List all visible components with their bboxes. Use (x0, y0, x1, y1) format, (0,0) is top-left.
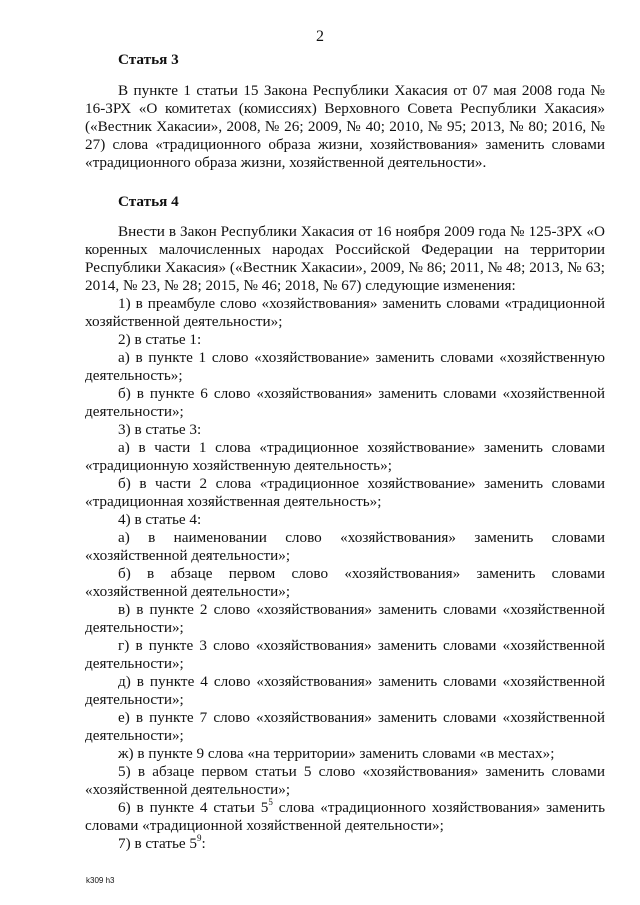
list-item: 3) в статье 3: (118, 421, 202, 438)
list-item: а) в наименовании слово «хозяйствования» заменить словами «хозяйственной деятельности»; (85, 529, 605, 564)
item-7-superscript: 9 (197, 833, 202, 843)
list-item: в) в пункте 2 слово «хозяйствования» заменить словами «хозяйственной деятельности»; (85, 601, 605, 636)
item-6-prefix: 6) в пункте 4 статьи 5 (118, 799, 269, 816)
list-item: б) в пункте 6 слово «хозяйствования» заменить словами «хозяйственной деятельности»; (85, 385, 605, 420)
article-4-intro: Внести в Закон Республики Хакасия от 16 ноября 2009 года № 125-ЗРХ «О коренных малочисленных народах Российской Федерации на территории Республики Хакасия» («Вестник Хакасии», 2009, № 86; 2011, № 48; 2013, № 63; 2014, № 23, № 28; 2015, № 46; 2018, № 67) следующие изменения: (85, 223, 605, 294)
list-item: ж) в пункте 9 слова «на территории» заменить словами «в местах»; (118, 745, 555, 762)
list-item: 1) в преамбуле слово «хозяйствования» заменить словами «традиционной хозяйственной деятельности»; (85, 295, 605, 330)
list-item: 2) в статье 1: (118, 331, 202, 348)
item-6-superscript: 5 (268, 797, 273, 807)
list-item: а) в части 1 слова «традиционное хозяйствование» заменить словами «традиционную хозяйственную деятельность»; (85, 439, 605, 474)
list-item: 5) в абзаце первом статьи 5 слово «хозяйствования» заменить словами «хозяйственной деятельности»; (85, 763, 605, 798)
list-item: г) в пункте 3 слово «хозяйствования» заменить словами «хозяйственной деятельности»; (85, 637, 605, 672)
list-item-7 (85, 835, 605, 853)
list-item: а) в пункте 1 слово «хозяйствование» заменить словами «хозяйственную деятельность»; (85, 349, 605, 384)
list-item: д) в пункте 4 слово «хозяйствования» заменить словами «хозяйственной деятельности»; (85, 673, 605, 708)
item-7-suffix: : (201, 835, 206, 852)
document-body (85, 50, 605, 853)
list-item: 4) в статье 4: (118, 511, 202, 528)
footer-code: k309 h3 (86, 876, 115, 885)
list-item: б) в части 2 слова «традиционное хозяйствование» заменить словами «традиционная хозяйственная деятельность»; (85, 475, 605, 510)
article-4-heading: Статья 4 (118, 193, 179, 210)
page-number: 2 (316, 28, 324, 45)
item-7-prefix: 7) в статье 5 (118, 835, 198, 852)
article-3-heading: Статья 3 (118, 51, 179, 68)
list-item-6 (85, 799, 605, 835)
article-3-text: В пункте 1 статьи 15 Закона Республики Хакасия от 07 мая 2008 года № 16-ЗРХ «О комитетах (комиссиях) Верховного Совета Республики Хакасия» («Вестник Хакасии», 2008, № 26; 2009, № 40; 2010, № 95; 2013, № 80; 2016, № 27) слова «традиционного образа жизни, хозяйствования» заменить словами «традиционного образа жизни, хозяйственной деятельности». (85, 82, 605, 171)
item-6-suffix: слова «традиционного хозяйствования» заменить словами «традиционной хозяйственной деятельности»; (85, 799, 605, 834)
list-item: е) в пункте 7 слово «хозяйствования» заменить словами «хозяйственной деятельности»; (85, 709, 605, 744)
list-item: б) в абзаце первом слово «хозяйствования» заменить словами «хозяйственной деятельности»; (85, 565, 605, 600)
